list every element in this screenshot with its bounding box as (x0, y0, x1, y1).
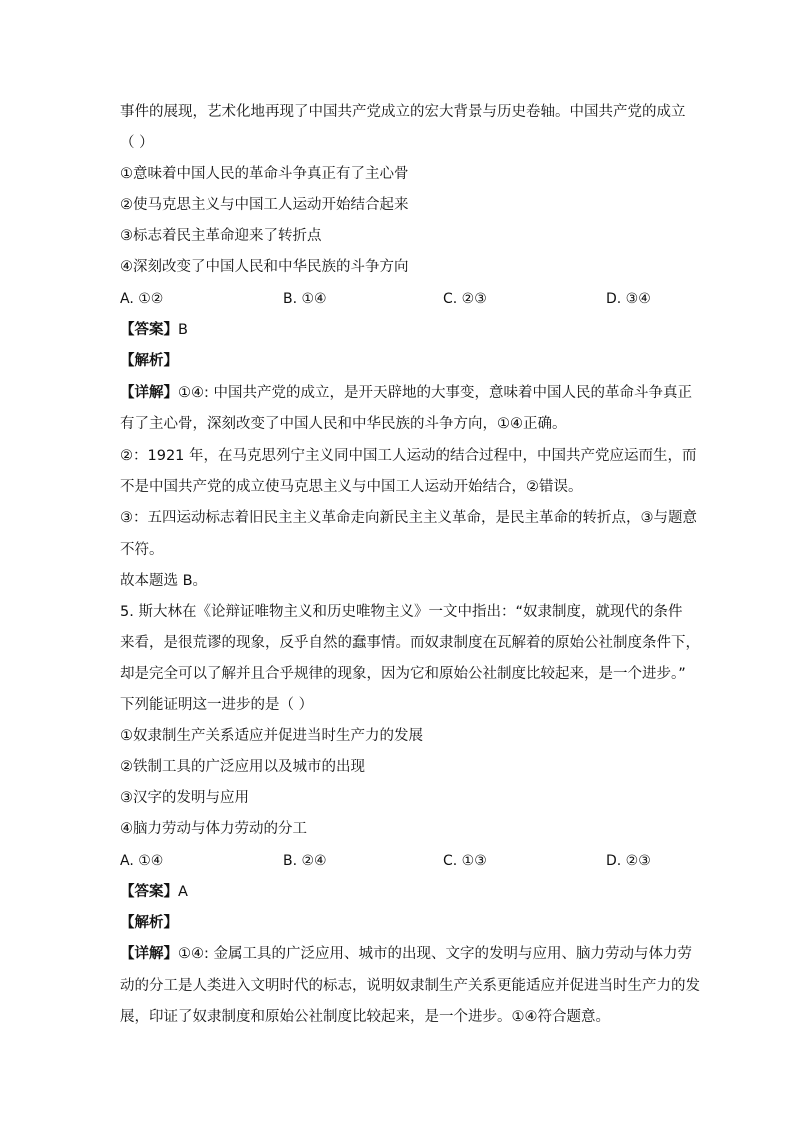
q4-statement-2: ②使马克思主义与中国工人运动开始结合起来 (120, 197, 409, 213)
q5-stem-line-4: 下列能证明这一进步的是（ ） (120, 697, 314, 713)
q4-stem-line: 事件的展现，艺术化地再现了中国共产党成立的宏大背景与历史卷轴。中国共产党的成立 (120, 104, 686, 120)
q5-analysis-heading: 【解析】 (120, 915, 178, 931)
q4-analysis-heading: 【解析】 (120, 353, 178, 369)
q4-detail-line-4: 不是中国共产党的成立使马克思主义与中国工人运动开始结合，②错误。 (120, 479, 583, 495)
q4-statement-4: ④深刻改变了中国人民和中华民族的斗争方向 (120, 259, 409, 275)
q4-detail-line-5: ③：五四运动标志着旧民主主义革命走向新民主主义革命，是民主革命的转折点，③与题意 (120, 510, 697, 526)
detail-tag: 【详解】 (120, 946, 178, 962)
q5-detail-line-2: 动的分工是人类进入文明时代的标志，说明奴隶制生产关系更能适应并促进当时生产力的发 (120, 978, 700, 994)
q4-statement-1: ①意味着中国人民的革命斗争真正有了主心骨 (120, 166, 409, 182)
q4-option-c: C. ②③ (443, 291, 487, 307)
answer-tag: 【答案】 (120, 322, 178, 338)
q4-detail-line-2: 有了主心骨，深刻改变了中国人民和中华民族的斗争方向，①④正确。 (120, 416, 567, 432)
q5-statement-2: ②铁制工具的广泛应用以及城市的出现 (120, 759, 365, 775)
detail-tag: 【详解】 (120, 385, 178, 401)
q5-statement-1: ①奴隶制生产关系适应并促进当时生产力的发展 (120, 728, 423, 744)
q4-conclusion: 故本题选 B。 (120, 573, 208, 589)
q5-stem-line-3: 却是完全可以了解并且合乎规律的现象，因为它和原始公社制度比较起来，是一个进步。” (120, 666, 686, 682)
q4-detail-line-6: 不符。 (120, 542, 164, 558)
q5-detail-line-1 (120, 944, 692, 964)
detail-text: ①④: 金属工具的广泛应用、城市的出现、文字的发明与应用、脑力劳动与体力劳 (178, 946, 692, 962)
answer-value: B (178, 322, 188, 338)
q5-statement-4: ④脑力劳动与体力劳动的分工 (120, 821, 307, 837)
q5-statement-3: ③汉字的发明与应用 (120, 790, 249, 806)
answer-tag: 【答案】 (120, 884, 178, 900)
detail-text: ①④: 中国共产党的成立，是开天辟地的大事变，意味着中国人民的革命斗争真正 (178, 385, 692, 401)
q4-option-d: D. ③④ (606, 291, 651, 307)
q5-option-a: A. ①④ (120, 853, 164, 869)
q5-option-c: C. ①③ (443, 853, 487, 869)
q4-option-b: B. ①④ (283, 291, 327, 307)
q5-stem-line-2: 来看，是很荒谬的现象，反乎自然的蠢事情。而奴隶制度在瓦解着的原始公社制度条件下， (120, 635, 700, 651)
answer-value: A (178, 884, 188, 900)
q5-stem-line-1: 5. 斯大林在《论辩证唯物主义和历史唯物主义》一文中指出：“奴隶制度，就现代的条件 (120, 604, 683, 620)
q4-answer-paren: （ ） (120, 135, 154, 151)
q4-detail-line-3: ②：1921 年，在马克思列宁主义同中国工人运动的结合过程中，中国共产党应运而生，而 (120, 448, 697, 464)
q4-answer (120, 320, 188, 340)
q4-option-a: A. ①② (120, 291, 164, 307)
q5-option-d: D. ②③ (606, 853, 651, 869)
q4-detail-line-1 (120, 383, 692, 403)
q5-detail-line-3: 展，印证了奴隶制度和原始公社制度比较起来，是一个进步。①④符合题意。 (120, 1009, 610, 1025)
q4-statement-3: ③标志着民主革命迎来了转折点 (120, 228, 322, 244)
q5-option-b: B. ②④ (283, 853, 327, 869)
q5-answer (120, 882, 188, 902)
